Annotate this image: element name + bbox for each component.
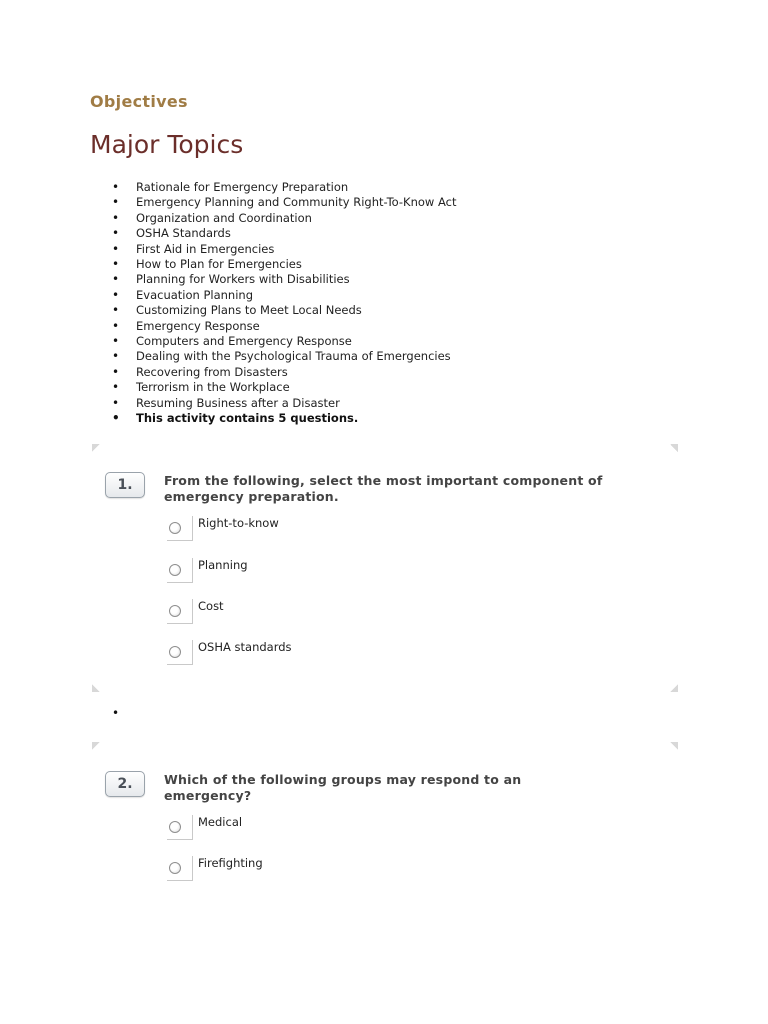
radio-button[interactable] xyxy=(169,862,181,874)
divider xyxy=(192,640,193,664)
divider xyxy=(167,664,193,665)
option-label: Cost xyxy=(198,599,224,613)
list-item: • Recovering from Disasters xyxy=(112,365,456,380)
divider xyxy=(192,599,193,623)
question-number-badge: 2. xyxy=(105,771,145,797)
option-label: OSHA standards xyxy=(198,640,292,654)
option-label: Medical xyxy=(198,815,243,829)
panel-corner xyxy=(670,684,678,692)
topics-list xyxy=(112,180,456,427)
panel-corner xyxy=(92,742,100,750)
list-item: • Computers and Emergency Response xyxy=(112,334,456,349)
option-label: Planning xyxy=(198,558,248,572)
divider xyxy=(167,582,193,583)
question-number-badge: 1. xyxy=(105,472,145,498)
list-item: • Emergency Planning and Community Right-To-Know Act xyxy=(112,195,456,210)
list-item: • How to Plan for Emergencies xyxy=(112,257,456,272)
list-item: • Resuming Business after a Disaster xyxy=(112,396,456,411)
divider xyxy=(192,558,193,582)
list-item: • Planning for Workers with Disabilities xyxy=(112,272,456,287)
question-text: Which of the following groups may respond to an emergency? xyxy=(164,772,522,803)
divider xyxy=(167,623,193,624)
divider xyxy=(167,880,193,881)
list-item: • Customizing Plans to Meet Local Needs xyxy=(112,303,456,318)
bullet-glyph: • xyxy=(112,706,120,720)
panel-corner xyxy=(92,684,100,692)
radio-button[interactable] xyxy=(169,646,181,658)
list-item: • OSHA Standards xyxy=(112,226,456,241)
list-item: • Rationale for Emergency Preparation xyxy=(112,180,456,195)
option-label: Right-to-know xyxy=(198,516,279,530)
divider xyxy=(192,856,193,880)
radio-button[interactable] xyxy=(169,605,181,617)
list-item: • Terrorism in the Workplace xyxy=(112,380,456,395)
divider xyxy=(167,839,193,840)
list-item: • First Aid in Emergencies xyxy=(112,242,456,257)
radio-button[interactable] xyxy=(169,522,181,534)
divider xyxy=(167,540,193,541)
list-item: • Emergency Response xyxy=(112,319,456,334)
option-label: Firefighting xyxy=(198,856,263,870)
list-item: • Dealing with the Psychological Trauma of Emergencies xyxy=(112,349,456,364)
radio-button[interactable] xyxy=(169,564,181,576)
radio-button[interactable] xyxy=(169,821,181,833)
major-topics-heading: Major Topics xyxy=(90,130,244,159)
objectives-heading: Objectives xyxy=(90,92,188,111)
question-text: From the following, select the most important component of emergency preparation. xyxy=(164,473,603,504)
list-item: • Organization and Coordination xyxy=(112,211,456,226)
panel-corner xyxy=(670,444,678,452)
divider xyxy=(192,516,193,540)
divider xyxy=(192,815,193,839)
activity-note: • This activity contains 5 questions. xyxy=(112,411,456,426)
panel-corner xyxy=(670,742,678,750)
list-item: • Evacuation Planning xyxy=(112,288,456,303)
panel-corner xyxy=(92,444,100,452)
